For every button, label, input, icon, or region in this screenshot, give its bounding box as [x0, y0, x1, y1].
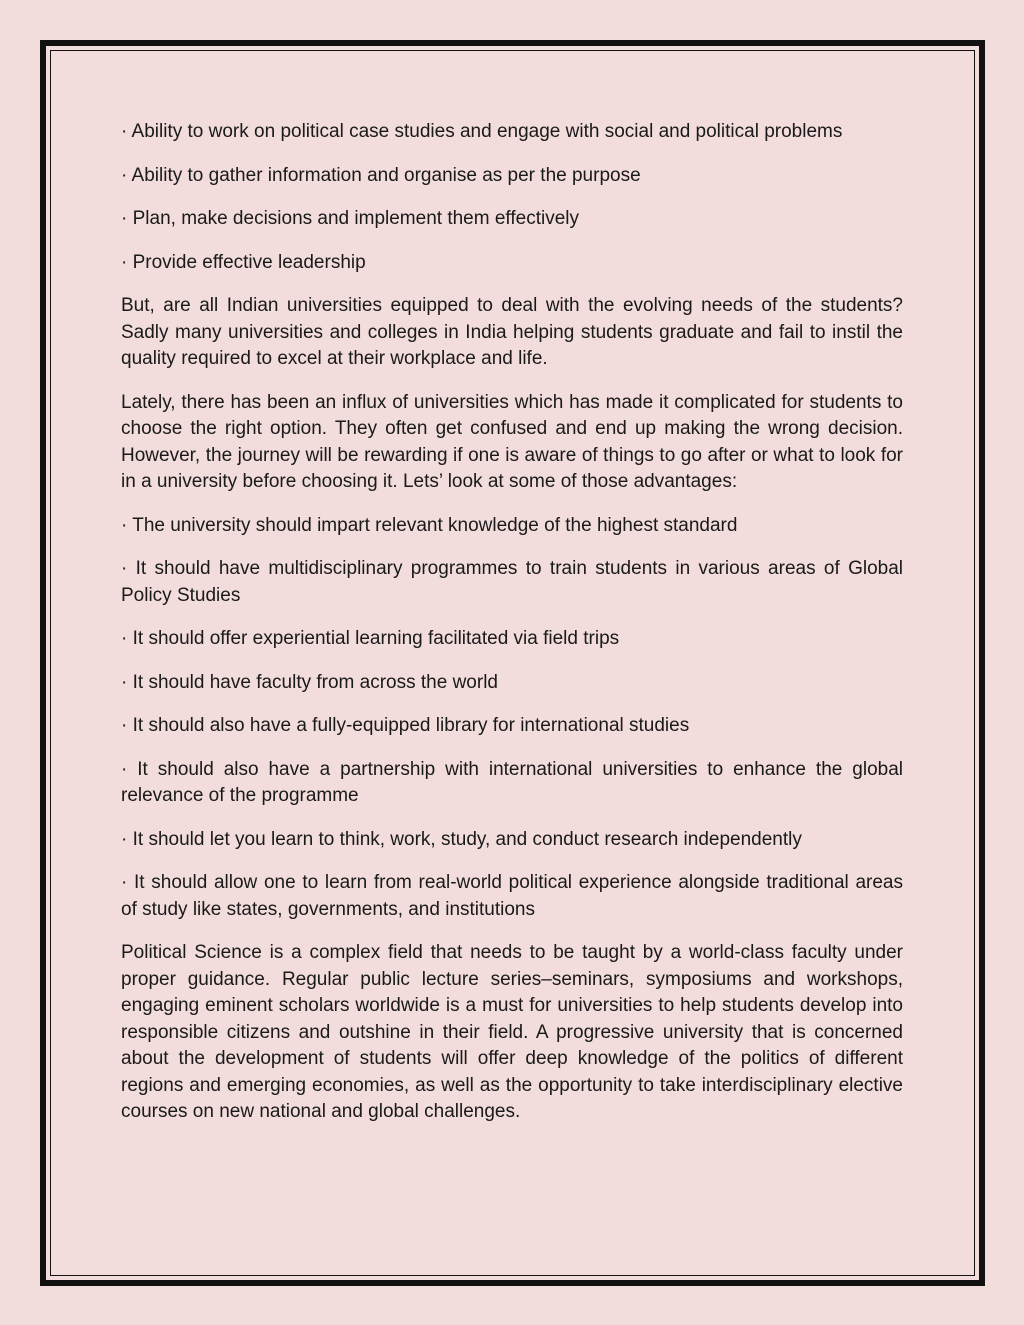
bullet-item-case-studies: · Ability to work on political case studies and engage with social and political problems: [121, 121, 843, 142]
paragraph-political-science: Political Science is a complex field that needs to be taught by a world-class faculty under proper guidance. Regular public lecture series–seminars, symposiums and workshops, engaging eminent scholars worldwide is a must for universities to help students develop into responsible citizens and outshine in their field. A progressive university that is concerned about the development of students will offer deep knowledge of the politics of different regions and emerging economies, as well as the opportunity to take interdisciplinary elective courses on new national and global challenges.: [121, 942, 903, 1122]
bullet-item-faculty: · It should have faculty from across the world: [121, 671, 498, 693]
bullet-item-independent-research: · It should let you learn to think, work, study, and conduct research independently: [121, 828, 802, 850]
paragraph-universities-equipped: But, are all Indian universities equipped to deal with the evolving needs of the students? Sadly many universities and colleges in India helping students graduate and fail to instil the quality required to excel at their workplace and life.: [121, 295, 903, 369]
bullet-item-real-world-experience: · It should allow one to learn from real-world political experience alongside traditional areas of study like states, governments, and institutions: [121, 872, 903, 920]
bullet-item-experiential-learning: · It should offer experiential learning facilitated via field trips: [121, 628, 620, 649]
bullet-item-library: · It should also have a fully-equipped library for international studies: [121, 715, 690, 736]
bullet-item-partnership: · It should also have a partnership with international universities to enhance the global relevance of the programme: [121, 758, 903, 806]
bullet-item-multidisciplinary: · It should have multidisciplinary programmes to train students in various areas of Global Policy Studies: [121, 558, 903, 606]
paragraph-influx-of-universities: Lately, there has been an influx of universities which has made it complicated for students to choose the right option. They often get confused and end up making the wrong decision. However, the journey will be rewarding if one is aware of things to go after or what to look for in a university before choosing it. Lets’ look at some of those advantages:: [121, 391, 903, 492]
bullet-item-plan-decisions: · Plan, make decisions and implement them effectively: [121, 208, 579, 229]
bullet-item-leadership: · Provide effective leadership: [121, 251, 366, 273]
document-body: [121, 119, 903, 1143]
bullet-item-gather-information: · Ability to gather information and organise as per the purpose: [121, 164, 641, 186]
bullet-item-relevant-knowledge: · The university should impart relevant knowledge of the highest standard: [121, 514, 738, 536]
